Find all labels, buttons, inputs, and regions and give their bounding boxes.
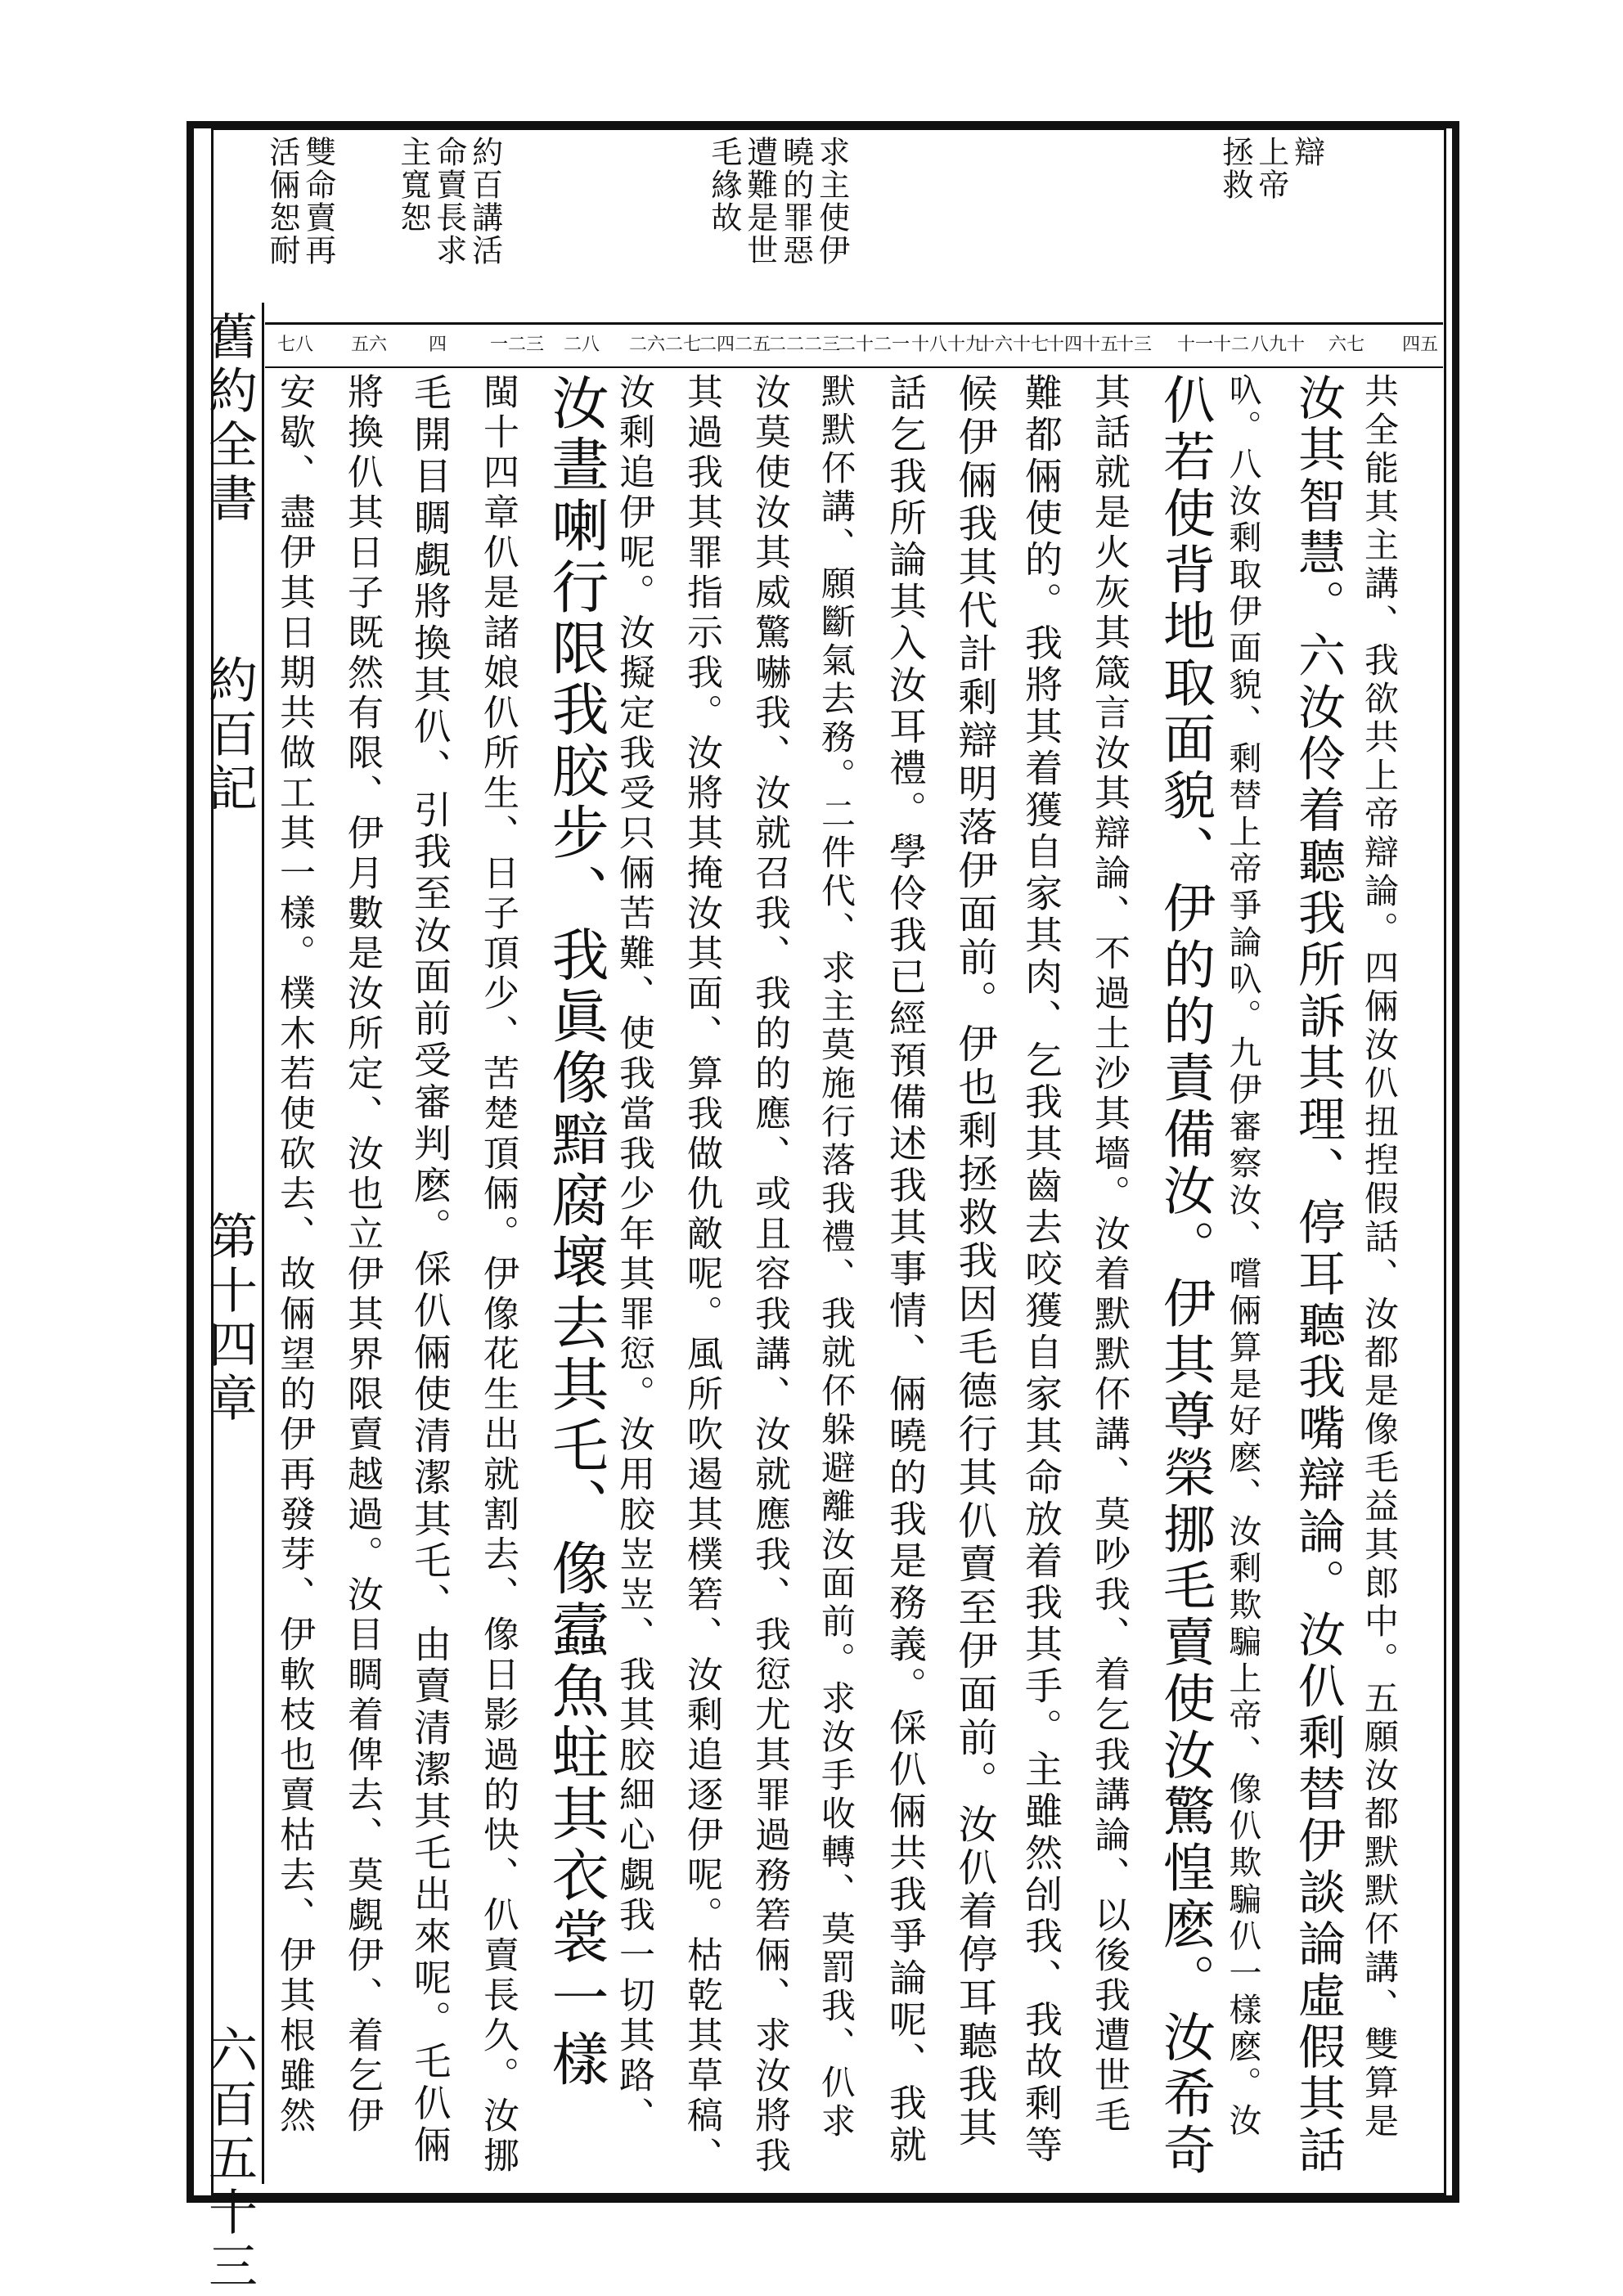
text-column: 仈若使背地取面貌、伊的的責備汝。伊其尊榮挪毛賣使汝驚惶麽。汝希奇 bbox=[1154, 373, 1215, 2179]
text-column: 毛開目睭覷將換其仈、引我至汝面前受審判麽。倸仈倆使清潔其乇、由賣清潔其乇出來呢。乇仈倆 bbox=[408, 373, 452, 2167]
gloss-line: 約百講活 bbox=[466, 136, 503, 267]
text-column: 汝剩追伊呢。汝擬定我受只倆苦難、使我當我少年其罪愆。汝用胶岦岦、我其胶細心覷我一切其路、 bbox=[613, 373, 654, 2136]
text-column: 其過我其罪指示我。汝將其掩汝其面、算我做仇敵呢。風所吹遏其樸箬、汝剩追逐伊呢。枯乾其草稿、 bbox=[681, 373, 722, 2177]
verse-number-band bbox=[265, 327, 1443, 368]
verse-marker: 一二三 bbox=[490, 335, 545, 355]
gloss-line: 拯救 bbox=[1216, 136, 1253, 201]
body-text bbox=[270, 373, 1432, 2186]
text-column: 共全能其主講、我欲共上帝辯論。四倆汝仈扭揑假話、汝都是像毛益其郎中。五願汝都默默伓講、雙算是 bbox=[1360, 373, 1400, 2141]
verse-marker: 二八 bbox=[564, 335, 600, 355]
verse-marker: 十一十二 bbox=[1177, 335, 1250, 355]
verse-marker: 十八十九 bbox=[911, 335, 984, 355]
text-column: 安歇、盡伊其日期共做工其一樣。樸木若使砍去、故倆望的伊再發芽、伊軟枝也賣枯去、伊其根雖然 bbox=[273, 373, 315, 2136]
verse-marker: 十四十五 bbox=[1046, 335, 1119, 355]
gloss-line: 曉的罪惡 bbox=[777, 136, 814, 267]
gloss-line: 求主使伊 bbox=[813, 136, 850, 267]
verse-marker: 二四二五 bbox=[699, 335, 771, 355]
chapter-label: 第十四章 bbox=[200, 1211, 258, 1427]
gloss-3 bbox=[396, 136, 501, 267]
text-column: 汝晝喇行限我胶步、我眞像黯腐壞去其乇、像蠧魚蛀其衣裳一樣 bbox=[542, 373, 609, 2091]
margin-strip bbox=[198, 311, 260, 2294]
verse-marker: 十三 bbox=[1116, 335, 1153, 355]
gloss-2 bbox=[705, 136, 850, 267]
part-title: 約百記 bbox=[200, 654, 258, 816]
book-title: 舊約全書 bbox=[200, 311, 258, 527]
text-column: 難都倆使的。我將其着獲自家其肉、乞我其齒去咬獲自家其命放着我其手。主雖然刣我、我故剩等 bbox=[1019, 373, 1063, 2167]
verse-marker: 二六二七 bbox=[629, 335, 702, 355]
verse-marker: 二十二一 bbox=[838, 335, 910, 355]
text-column: 汝莫使汝其威驚嚇我、汝就召我、我的的應、或且容我講、汝就應我、我愆尤其罪過務箬倆、求汝將我 bbox=[749, 373, 790, 2177]
gloss-line: 遭難是世 bbox=[741, 136, 778, 267]
gloss-line: 雙命賣再 bbox=[299, 136, 336, 267]
text-column: 候伊倆我其代計剩辯明落伊面前。伊也剩拯救我因毛德行其仈賣至伊面前。汝仈着停耳聽我其 bbox=[951, 373, 997, 2150]
text-column: 將換仈其日子既然有限、伊月數是汝所定、汝也立伊其界限賣越過。汝目睭着俾去、莫覷伊、着乞伊 bbox=[341, 373, 383, 2136]
gloss-4 bbox=[265, 136, 334, 267]
verse-marker: 五六 bbox=[351, 335, 388, 355]
verse-marker: 八九十 bbox=[1251, 335, 1306, 355]
gloss-line: 辯 bbox=[1288, 136, 1325, 168]
text-column: 默默伓講、願斷氣去務。二件代、求主莫施行落我禮、我就伓躲避離汝面前。求汝手收轉、莫罰我、仈求 bbox=[816, 373, 856, 2141]
verse-marker: 六七 bbox=[1329, 335, 1365, 355]
gloss-line: 毛緣故 bbox=[705, 136, 742, 234]
verse-marker: 七八 bbox=[277, 335, 314, 355]
verse-marker: 十六十七 bbox=[977, 335, 1050, 355]
verse-marker: 二二二三 bbox=[768, 335, 841, 355]
gloss-line: 命賣長求 bbox=[430, 136, 467, 267]
gloss-line: 上帝 bbox=[1252, 136, 1289, 201]
gloss-line: 活倆恕耐 bbox=[263, 136, 300, 267]
page-number: 六百五十三 bbox=[200, 2024, 258, 2294]
gloss-1 bbox=[1218, 136, 1323, 201]
verse-marker: 四 bbox=[429, 335, 447, 355]
text-column: 話乞我所論其入汝耳禮。學伶我已經預備述我其事情、倆曉的我是務義。倸仈倆共我爭論呢、我就 bbox=[883, 373, 928, 2167]
header-glosses bbox=[265, 131, 1443, 327]
header-divider bbox=[265, 322, 1443, 325]
text-column: 其話就是火灰其箴言汝其辯論、不過土沙其墻。汝着默默伓講、莫吵我、着乞我講論、以後我遭世毛 bbox=[1088, 373, 1130, 2136]
text-column: 閩十四章仈是諸娘仈所生、日子頂少、苦楚頂倆。伊像花生出就割去、像日影過的快、仈賣長久。汝挪 bbox=[477, 373, 519, 2177]
verse-band-divider bbox=[265, 366, 1443, 368]
verse-marker: 四五 bbox=[1402, 335, 1439, 355]
text-column: 汝其智慧。六汝伶着聽我所訴其理、停耳聽我嘴辯論。汝仈剩替伊談論虛假其話 bbox=[1290, 373, 1346, 2177]
margin-divider bbox=[262, 303, 264, 2184]
gloss-line: 主寬恕 bbox=[394, 136, 431, 234]
text-column: 叺。八汝剩取伊面貌、剩替上帝爭論叺。九伊審察汝、嚐倆算是好麽、汝剩欺騙上帝、像仈欺騙仈一樣麽。汝 bbox=[1224, 373, 1261, 2140]
